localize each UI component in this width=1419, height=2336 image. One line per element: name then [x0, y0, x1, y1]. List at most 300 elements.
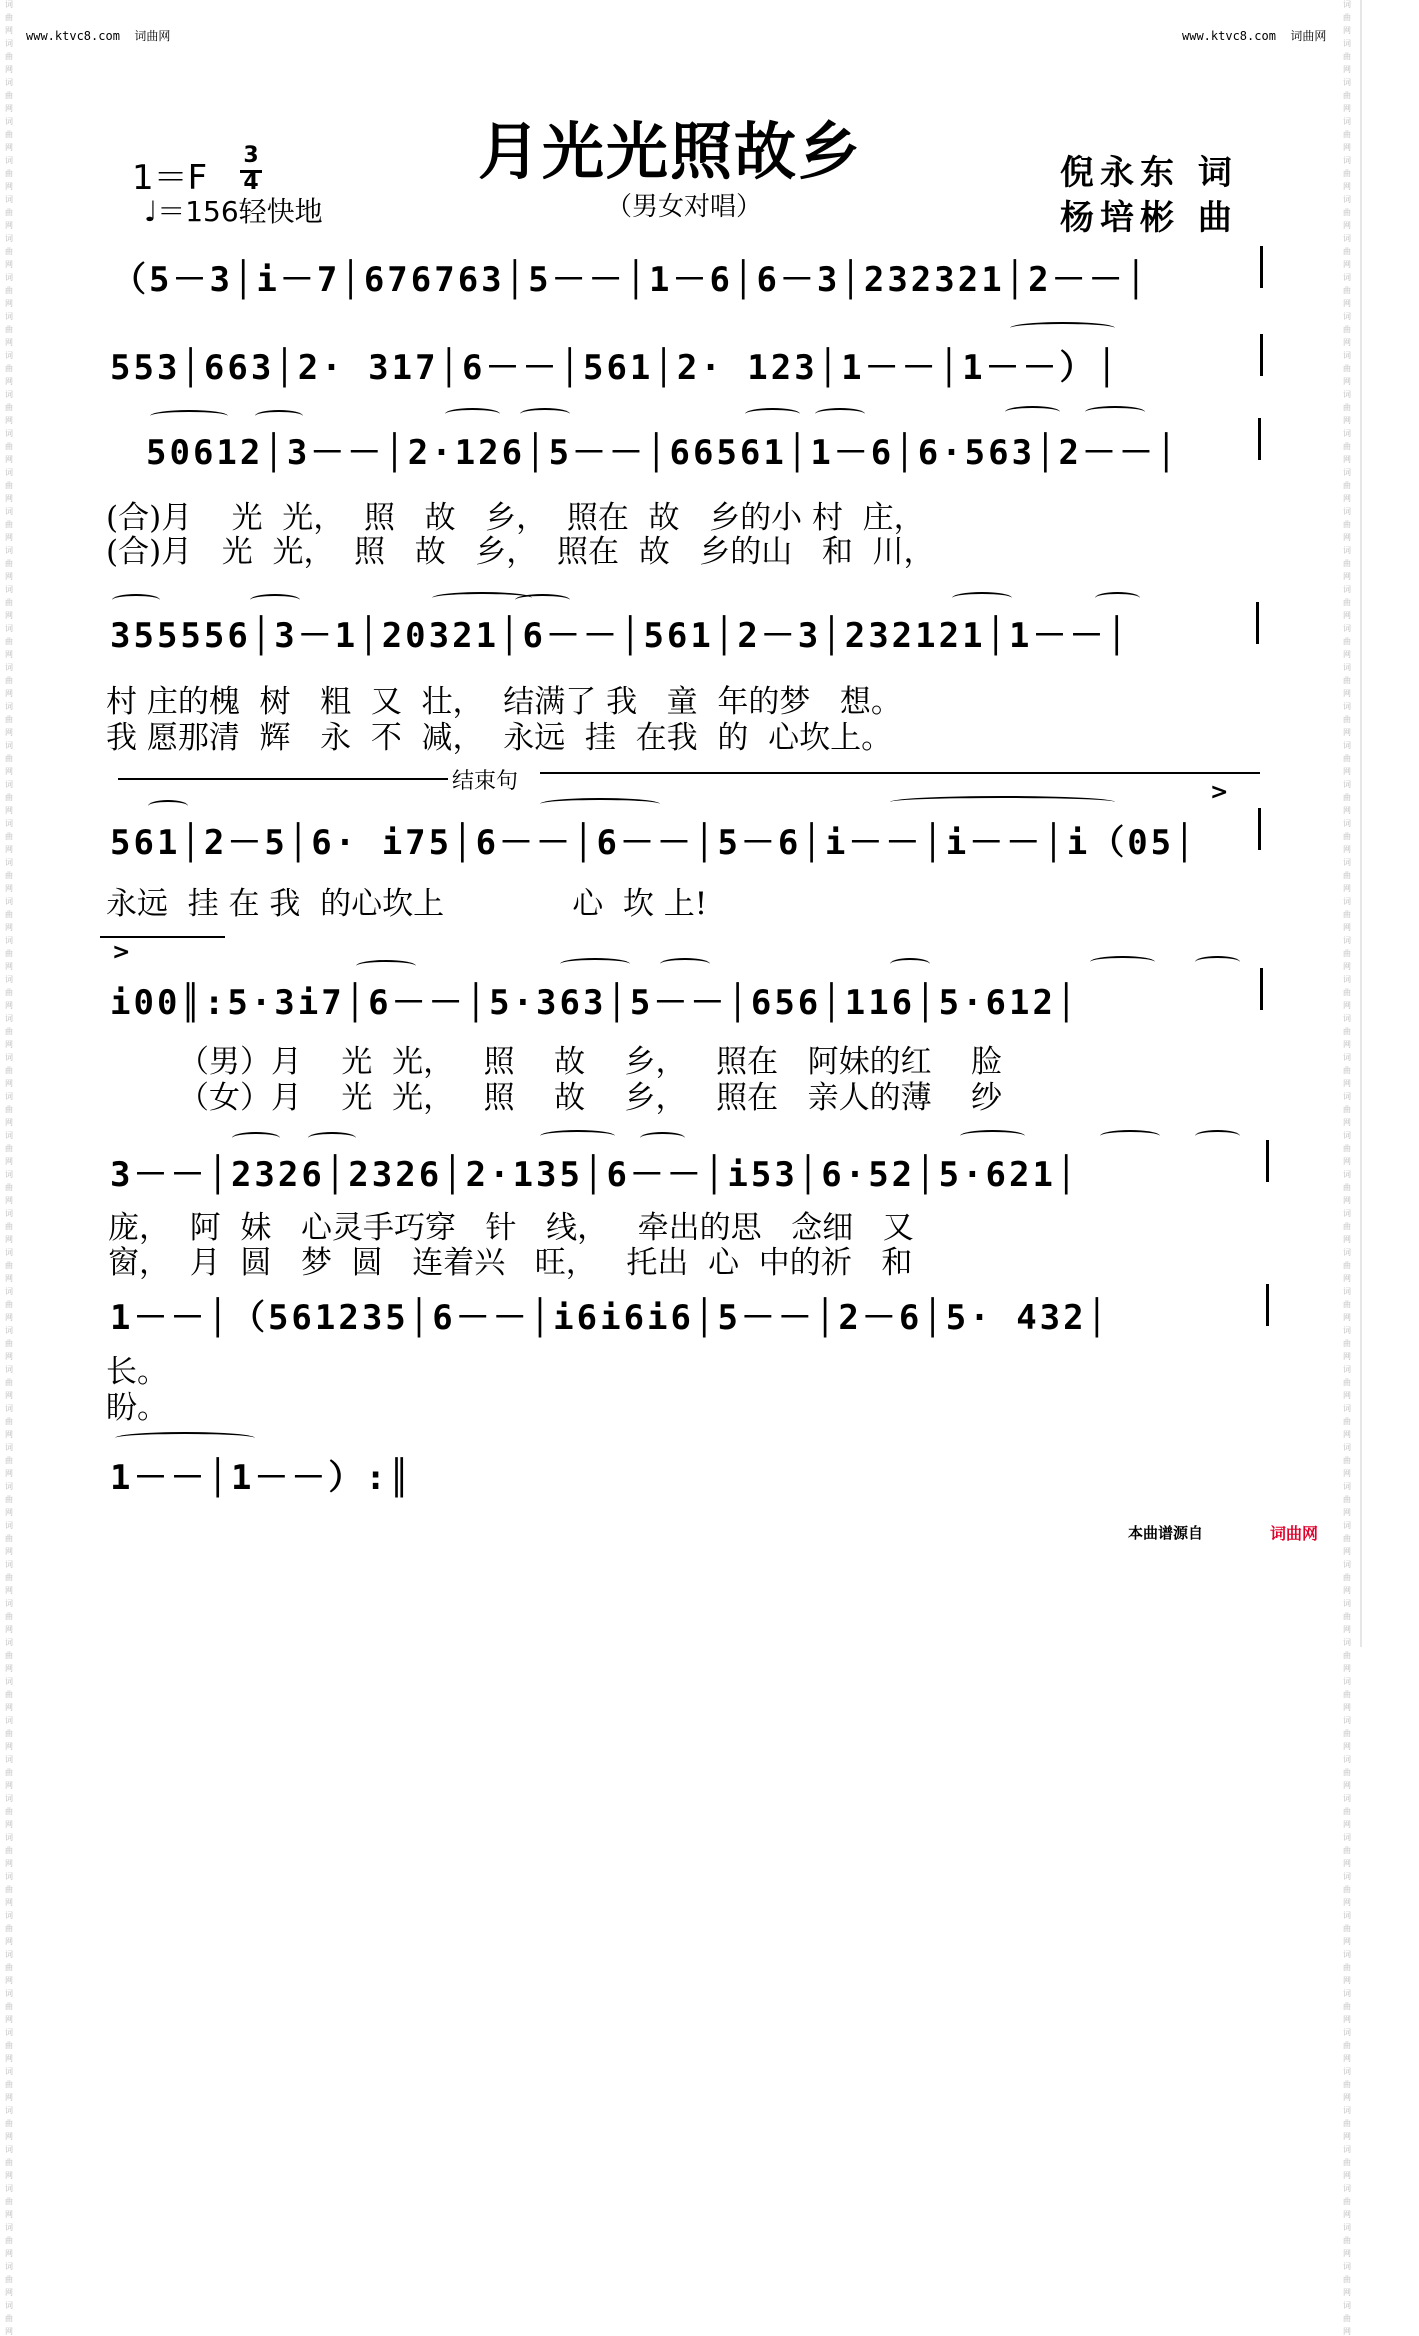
- watermark-glyph: 词: [5, 1521, 13, 1530]
- watermark-glyph: 网: [5, 494, 13, 503]
- watermark-glyph: 网: [1343, 923, 1351, 932]
- watermark-glyph: 词: [5, 1053, 13, 1062]
- watermark-glyph: 曲: [1343, 2080, 1351, 2089]
- watermark-glyph: 词: [1343, 351, 1351, 360]
- watermark-glyph: 曲: [1343, 1651, 1351, 1660]
- watermark-glyph: 曲: [1343, 1144, 1351, 1153]
- watermark-glyph: 曲: [5, 2314, 13, 2323]
- watermark-glyph: 词: [1343, 1443, 1351, 1452]
- watermark-glyph: 曲: [5, 1378, 13, 1387]
- watermark-glyph: 词: [1343, 117, 1351, 126]
- watermark-glyph: 词: [1343, 741, 1351, 750]
- watermark-glyph: 网: [5, 1859, 13, 1868]
- watermark-glyph: 曲: [5, 2119, 13, 2128]
- watermark-glyph: 词: [1343, 1794, 1351, 1803]
- watermark-glyph: 词: [1343, 1326, 1351, 1335]
- watermark-glyph: 网: [5, 1781, 13, 1790]
- watermark-glyph: 网: [5, 1001, 13, 1010]
- watermark-glyph: 词: [5, 1677, 13, 1686]
- watermark-glyph: 词: [5, 858, 13, 867]
- notation-row-3: 50612│3－－│2·126│5－－│66561│1－6│6·563│2－－│: [146, 433, 1180, 473]
- watermark-glyph: 曲: [1343, 1261, 1351, 1270]
- watermark-glyph: 曲: [1343, 169, 1351, 178]
- watermark-glyph: 曲: [5, 1651, 13, 1660]
- watermark-glyph: 曲: [5, 364, 13, 373]
- watermark-glyph: 曲: [5, 598, 13, 607]
- watermark-glyph: 词: [5, 2145, 13, 2154]
- watermark-glyph: 词: [1343, 1716, 1351, 1725]
- slur: [445, 408, 500, 420]
- watermark-glyph: 网: [1343, 728, 1351, 737]
- watermark-glyph: 网: [1343, 1040, 1351, 1049]
- watermark-glyph: 词: [1343, 507, 1351, 516]
- watermark-glyph: 网: [5, 962, 13, 971]
- watermark-glyph: 网: [5, 2249, 13, 2258]
- watermark-glyph: 网: [5, 689, 13, 698]
- watermark-glyph: 词: [5, 1209, 13, 1218]
- watermark-glyph: 词: [5, 390, 13, 399]
- watermark-glyph: 词: [5, 1131, 13, 1140]
- watermark-glyph: 词: [1343, 1014, 1351, 1023]
- song-title: 月光光照故乡: [478, 115, 863, 188]
- notation-row-5: 561│2－5│6· i75│6－－│6－－│5－6│i－－│i－－│i（05│: [110, 823, 1198, 863]
- watermark-glyph: 网: [5, 1313, 13, 1322]
- watermark-glyph: 曲: [5, 1885, 13, 1894]
- watermark-glyph: 曲: [1343, 1027, 1351, 1036]
- watermark-glyph: 词: [1343, 819, 1351, 828]
- watermark-glyph: 词: [5, 2301, 13, 2310]
- watermark-glyph: 网: [5, 1274, 13, 1283]
- watermark-glyph: 网: [1343, 1508, 1351, 1517]
- watermark-glyph: 词: [1343, 195, 1351, 204]
- watermark-glyph: 词: [1343, 1755, 1351, 1764]
- watermark-glyph: 网: [5, 884, 13, 893]
- lyric-row-8-verse-1: 长。: [106, 1354, 168, 1390]
- watermark-glyph: 词: [1343, 1638, 1351, 1647]
- watermark-glyph: 词: [1343, 585, 1351, 594]
- lyric-row-5: 永远 挂 在 我 的心坎上 心 坎 上!: [106, 886, 708, 922]
- watermark-glyph: 词: [5, 156, 13, 165]
- watermark-glyph: 网: [1343, 1235, 1351, 1244]
- watermark-glyph: 网: [1343, 1547, 1351, 1556]
- watermark-glyph: 网: [5, 1820, 13, 1829]
- watermark-glyph: 网: [1343, 1664, 1351, 1673]
- watermark-glyph: 词: [1343, 975, 1351, 984]
- lyric-row-6-male: （男）月 光 光， 照 故 乡， 照在 阿妹的红 脸: [178, 1044, 1003, 1080]
- watermark-glyph: 网: [1343, 1079, 1351, 1088]
- watermark-glyph: 词: [1343, 1053, 1351, 1062]
- slur: [660, 958, 710, 970]
- watermark-glyph: 词: [5, 1326, 13, 1335]
- watermark-glyph: 词: [1343, 2028, 1351, 2037]
- watermark-glyph: 网: [5, 650, 13, 659]
- watermark-glyph: 网: [1343, 2210, 1351, 2219]
- watermark-glyph: 词: [1343, 1950, 1351, 1959]
- watermark-glyph: 网: [1343, 767, 1351, 776]
- watermark-glyph: 词: [5, 2106, 13, 2115]
- watermark-glyph: 词: [1343, 429, 1351, 438]
- watermark-glyph: 网: [1343, 962, 1351, 971]
- watermark-glyph: 曲: [1343, 1573, 1351, 1582]
- notation-row-2: 553│663│2· 317│6－－│561│2· 123│1－－│1－－）│: [110, 348, 1121, 388]
- slur: [255, 410, 303, 422]
- watermark-glyph: 词: [1343, 1521, 1351, 1530]
- slur: [1095, 592, 1140, 604]
- watermark-glyph: 网: [1343, 2015, 1351, 2024]
- watermark-glyph: 曲: [5, 442, 13, 451]
- watermark-glyph: 网: [5, 767, 13, 776]
- watermark-glyph: 网: [5, 2327, 13, 2336]
- watermark-glyph: 词: [5, 1911, 13, 1920]
- watermark-glyph: 曲: [5, 1417, 13, 1426]
- watermark-glyph: 曲: [1343, 1378, 1351, 1387]
- watermark-glyph: 曲: [1343, 1885, 1351, 1894]
- watermark-glyph: 曲: [1343, 2236, 1351, 2245]
- staff-end-barline: [1266, 1140, 1269, 1182]
- watermark-glyph: 曲: [1343, 1612, 1351, 1621]
- watermark-glyph: 曲: [5, 1027, 13, 1036]
- watermark-glyph: 曲: [5, 988, 13, 997]
- watermark-glyph: 词: [5, 1794, 13, 1803]
- tie-slur: [540, 798, 660, 810]
- watermark-glyph: 网: [1343, 1781, 1351, 1790]
- watermark-glyph: 网: [1343, 845, 1351, 854]
- slur: [1195, 956, 1240, 968]
- slur: [952, 592, 1012, 604]
- watermark-glyph: 网: [1343, 416, 1351, 425]
- watermark-glyph: 词: [1343, 468, 1351, 477]
- watermark-glyph: 网: [1343, 299, 1351, 308]
- composer-credit: 杨培彬 曲: [1060, 198, 1238, 238]
- watermark-glyph: 网: [5, 1898, 13, 1907]
- watermark-glyph: 词: [5, 1989, 13, 1998]
- watermark-glyph: 网: [5, 533, 13, 542]
- ending-bracket-line-right: [540, 772, 1260, 774]
- watermark-glyph: 词: [1343, 2145, 1351, 2154]
- watermark-glyph: 曲: [5, 1729, 13, 1738]
- watermark-glyph: 网: [1343, 1430, 1351, 1439]
- watermark-glyph: 网: [5, 1196, 13, 1205]
- watermark-glyph: 曲: [5, 1300, 13, 1309]
- watermark-glyph: 网: [5, 1508, 13, 1517]
- watermark-glyph: 词: [1343, 1599, 1351, 1608]
- watermark-glyph: 词: [1343, 0, 1351, 9]
- brand-link[interactable]: 词曲网: [1270, 1524, 1319, 1543]
- watermark-glyph: 曲: [5, 1105, 13, 1114]
- watermark-glyph: 词: [1343, 1677, 1351, 1686]
- watermark-glyph: 曲: [5, 1456, 13, 1465]
- time-signature-denominator: 4: [243, 170, 259, 195]
- site-url-right[interactable]: www.ktvc8.com 词曲网: [1182, 29, 1327, 43]
- watermark-glyph: 曲: [1343, 1339, 1351, 1348]
- watermark-glyph: 曲: [5, 949, 13, 958]
- notation-row-4: 355556│3－1│20321│6－－│561│2－3│232121│1－－│: [110, 616, 1130, 656]
- watermark-glyph: 网: [1343, 2171, 1351, 2180]
- watermark-glyph: 曲: [1343, 1924, 1351, 1933]
- watermark-glyph: 网: [1343, 221, 1351, 230]
- staff-end-barline: [1256, 602, 1259, 644]
- watermark-glyph: 曲: [1343, 754, 1351, 763]
- watermark-glyph: 词: [5, 897, 13, 906]
- watermark-glyph: 曲: [5, 637, 13, 646]
- watermark-glyph: 曲: [5, 1144, 13, 1153]
- watermark-glyph: 曲: [5, 1612, 13, 1621]
- watermark-glyph: 网: [1343, 1157, 1351, 1166]
- watermark-glyph: 曲: [5, 169, 13, 178]
- watermark-glyph: 曲: [1343, 2041, 1351, 2050]
- watermark-glyph: 网: [1343, 1976, 1351, 1985]
- watermark-glyph: 词: [5, 0, 13, 9]
- watermark-glyph: 曲: [5, 832, 13, 841]
- watermark-glyph: 曲: [1343, 949, 1351, 958]
- accent-mark: >: [1210, 780, 1229, 805]
- watermark-glyph: 曲: [1343, 1807, 1351, 1816]
- watermark-glyph: 词: [1343, 390, 1351, 399]
- watermark-glyph: 网: [1343, 182, 1351, 191]
- watermark-glyph: 词: [5, 78, 13, 87]
- watermark-glyph: 词: [5, 39, 13, 48]
- watermark-glyph: 词: [5, 1599, 13, 1608]
- watermark-glyph: 曲: [5, 2236, 13, 2245]
- watermark-glyph: 网: [5, 260, 13, 269]
- notation-row-7: 3－－│2326│2326│2·135│6－－│i53│6·52│5·621│: [110, 1155, 1080, 1195]
- watermark-glyph: 网: [5, 2288, 13, 2297]
- watermark-glyph: 网: [1343, 2054, 1351, 2063]
- watermark-glyph: 曲: [1343, 1963, 1351, 1972]
- slur: [640, 1132, 685, 1144]
- watermark-glyph: 网: [5, 1079, 13, 1088]
- watermark-glyph: 网: [1343, 1196, 1351, 1205]
- watermark-glyph: 曲: [5, 1066, 13, 1075]
- watermark-glyph: 曲: [5, 2080, 13, 2089]
- watermark-glyph: 词: [1343, 1833, 1351, 1842]
- staff-end-barline: [1260, 246, 1263, 288]
- watermark-glyph: 曲: [5, 403, 13, 412]
- ending-label: 结束句: [452, 769, 519, 794]
- watermark-glyph: 网: [1343, 26, 1351, 35]
- source-label: 本曲谱源自: [1128, 1524, 1204, 1542]
- ending-bracket-line-left: [118, 778, 448, 780]
- watermark-glyph: 曲: [1343, 520, 1351, 529]
- watermark-glyph: 曲: [1343, 13, 1351, 22]
- watermark-glyph: 曲: [5, 1183, 13, 1192]
- watermark-glyph: 曲: [5, 325, 13, 334]
- watermark-glyph: 网: [5, 1664, 13, 1673]
- lyric-row-7-verse-2: 窗， 月 圆 梦 圆 连着兴 旺， 托出 心 中的祈 和: [108, 1245, 913, 1281]
- watermark-glyph: 网: [1343, 1625, 1351, 1634]
- watermark-glyph: 网: [1343, 533, 1351, 542]
- watermark-glyph: 曲: [1343, 988, 1351, 997]
- watermark-glyph: 词: [5, 741, 13, 750]
- watermark-glyph: 网: [5, 728, 13, 737]
- watermark-glyph: 曲: [1343, 2197, 1351, 2206]
- lyric-row-8-verse-2: 盼。: [106, 1390, 168, 1426]
- watermark-glyph: 曲: [1343, 793, 1351, 802]
- watermark-glyph: 网: [5, 104, 13, 113]
- watermark-glyph: 网: [1343, 572, 1351, 581]
- watermark-glyph: 网: [5, 143, 13, 152]
- watermark-glyph: 网: [1343, 611, 1351, 620]
- watermark-glyph: 网: [5, 2093, 13, 2102]
- watermark-glyph: 曲: [1343, 1105, 1351, 1114]
- watermark-glyph: 网: [5, 2015, 13, 2024]
- watermark-glyph: 网: [5, 923, 13, 932]
- tempo-marking: ♩＝156轻快地: [144, 195, 323, 228]
- watermark-glyph: 曲: [1343, 1729, 1351, 1738]
- lyric-row-7-verse-1: 庞， 阿 妹 心灵手巧穿 针 线， 牵出的思 念细 又: [108, 1210, 914, 1246]
- watermark-glyph: 曲: [1343, 325, 1351, 334]
- notation-row-9: 1－－│1－－）:║: [110, 1458, 413, 1498]
- watermark-glyph: 曲: [1343, 1846, 1351, 1855]
- watermark-glyph: 曲: [1343, 1417, 1351, 1426]
- watermark-glyph: 曲: [1343, 637, 1351, 646]
- watermark-glyph: 词: [1343, 1482, 1351, 1491]
- slur: [308, 1132, 356, 1144]
- watermark-glyph: 网: [5, 2171, 13, 2180]
- slur: [560, 958, 630, 970]
- watermark-glyph: 曲: [5, 481, 13, 490]
- watermark-glyph: 词: [1343, 1209, 1351, 1218]
- watermark-glyph: 网: [1343, 1586, 1351, 1595]
- slur: [1100, 1130, 1160, 1142]
- watermark-glyph: 词: [5, 2028, 13, 2037]
- watermark-glyph: 曲: [1343, 2158, 1351, 2167]
- watermark-glyph: 词: [1343, 624, 1351, 633]
- staff-end-barline: [1260, 968, 1263, 1010]
- watermark-glyph: 网: [5, 1118, 13, 1127]
- watermark-glyph: 曲: [5, 1807, 13, 1816]
- watermark-glyph: 词: [1343, 858, 1351, 867]
- watermark-glyph: 词: [5, 2262, 13, 2271]
- watermark-glyph: 曲: [1343, 247, 1351, 256]
- watermark-glyph: 曲: [1343, 598, 1351, 607]
- watermark-glyph: 曲: [5, 715, 13, 724]
- notation-row-1: （5－3│i－7│676763│5－－│1－6│6－3│232321│2－－│: [112, 260, 1150, 300]
- watermark-glyph: 曲: [5, 1534, 13, 1543]
- watermark-glyph: 网: [1343, 806, 1351, 815]
- notation-row-6: i00║:5·3i7│6－－│5·363│5－－│656│116│5·612│: [110, 983, 1080, 1023]
- lyric-row-3-verse-2: (合)月 光 光， 照 故 乡， 照在 故 乡的山 和 川，: [106, 534, 935, 570]
- watermark-glyph: 网: [1343, 2132, 1351, 2141]
- watermark-glyph: 词: [5, 1872, 13, 1881]
- accent-mark: >: [112, 940, 131, 965]
- slur: [515, 594, 570, 606]
- watermark-glyph: 词: [1343, 2184, 1351, 2193]
- watermark-glyph: 曲: [5, 1339, 13, 1348]
- watermark-glyph: 词: [1343, 78, 1351, 87]
- lyricist-credit: 倪永东 词: [1060, 153, 1238, 193]
- ending-bracket-line: [100, 936, 225, 938]
- watermark-glyph: 网: [5, 416, 13, 425]
- watermark-glyph: 网: [5, 338, 13, 347]
- watermark-glyph: 词: [5, 663, 13, 672]
- watermark-glyph: 曲: [1343, 442, 1351, 451]
- watermark-glyph: 词: [5, 429, 13, 438]
- watermark-glyph: 词: [5, 1755, 13, 1764]
- watermark-glyph: 网: [1343, 2093, 1351, 2102]
- watermark-glyph: 曲: [1343, 910, 1351, 919]
- watermark-glyph: 曲: [5, 2158, 13, 2167]
- watermark-glyph: 网: [5, 1157, 13, 1166]
- watermark-glyph: 曲: [1343, 1768, 1351, 1777]
- watermark-glyph: 词: [5, 1950, 13, 1959]
- watermark-glyph: 网: [5, 572, 13, 581]
- watermark-glyph: 词: [5, 819, 13, 828]
- watermark-glyph: 网: [5, 845, 13, 854]
- watermark-glyph: 曲: [5, 871, 13, 880]
- watermark-glyph: 网: [1343, 1118, 1351, 1127]
- watermark-glyph: 曲: [1343, 832, 1351, 841]
- watermark-glyph: 网: [5, 1586, 13, 1595]
- watermark-glyph: 网: [5, 1976, 13, 1985]
- watermark-glyph: 词: [1343, 1560, 1351, 1569]
- watermark-glyph: 网: [1343, 143, 1351, 152]
- watermark-glyph: 网: [5, 299, 13, 308]
- watermark-glyph: 曲: [1343, 286, 1351, 295]
- watermark-glyph: 网: [1343, 2288, 1351, 2297]
- watermark-glyph: 词: [1343, 39, 1351, 48]
- slur: [1085, 406, 1145, 418]
- slur: [1005, 406, 1060, 418]
- watermark-glyph: 曲: [5, 2041, 13, 2050]
- watermark-glyph: 曲: [5, 1924, 13, 1933]
- watermark-glyph: 曲: [1343, 871, 1351, 880]
- watermark-glyph: 曲: [5, 559, 13, 568]
- watermark-glyph: 曲: [5, 1963, 13, 1972]
- staff-end-barline: [1258, 418, 1261, 460]
- watermark-glyph: 词: [5, 1014, 13, 1023]
- watermark-glyph: 词: [1343, 2067, 1351, 2076]
- watermark-glyph: 曲: [1343, 1222, 1351, 1231]
- slur: [112, 594, 160, 606]
- watermark-glyph: 曲: [1343, 481, 1351, 490]
- tie-slur: [115, 1432, 255, 1444]
- watermark-glyph: 曲: [5, 520, 13, 529]
- watermark-glyph: 网: [5, 26, 13, 35]
- watermark-glyph: 词: [5, 1248, 13, 1257]
- watermark-glyph: 曲: [5, 208, 13, 217]
- watermark-glyph: 网: [5, 455, 13, 464]
- watermark-glyph: 网: [5, 182, 13, 191]
- tie-slur: [1010, 322, 1115, 334]
- watermark-glyph: 网: [1343, 1313, 1351, 1322]
- watermark-glyph: 网: [5, 1625, 13, 1634]
- watermark-glyph: 曲: [5, 1261, 13, 1270]
- watermark-glyph: 网: [5, 1703, 13, 1712]
- lyric-row-4-verse-1: 村 庄的槐 树 粗 又 壮， 结满了 我 童 年的梦 想。: [106, 684, 902, 720]
- slur: [1090, 956, 1155, 968]
- watermark-glyph: 词: [5, 546, 13, 555]
- watermark-glyph: 词: [5, 351, 13, 360]
- watermark-glyph: 词: [1343, 1287, 1351, 1296]
- watermark-glyph: 词: [5, 624, 13, 633]
- watermark-glyph: 曲: [5, 1573, 13, 1582]
- watermark-glyph: 曲: [1343, 1690, 1351, 1699]
- watermark-glyph: 曲: [1343, 52, 1351, 61]
- site-url-left[interactable]: www.ktvc8.com 词曲网: [26, 29, 171, 43]
- watermark-glyph: 词: [1343, 663, 1351, 672]
- watermark-glyph: 网: [5, 2132, 13, 2141]
- watermark-glyph: 网: [1343, 104, 1351, 113]
- watermark-glyph: 词: [5, 1482, 13, 1491]
- watermark-glyph: 词: [1343, 312, 1351, 321]
- slur: [232, 1132, 280, 1144]
- staff-end-barline: [1266, 1284, 1269, 1326]
- watermark-glyph: 网: [1343, 689, 1351, 698]
- watermark-glyph: 曲: [1343, 364, 1351, 373]
- watermark-glyph: 词: [1343, 2262, 1351, 2271]
- watermark-glyph: 词: [5, 117, 13, 126]
